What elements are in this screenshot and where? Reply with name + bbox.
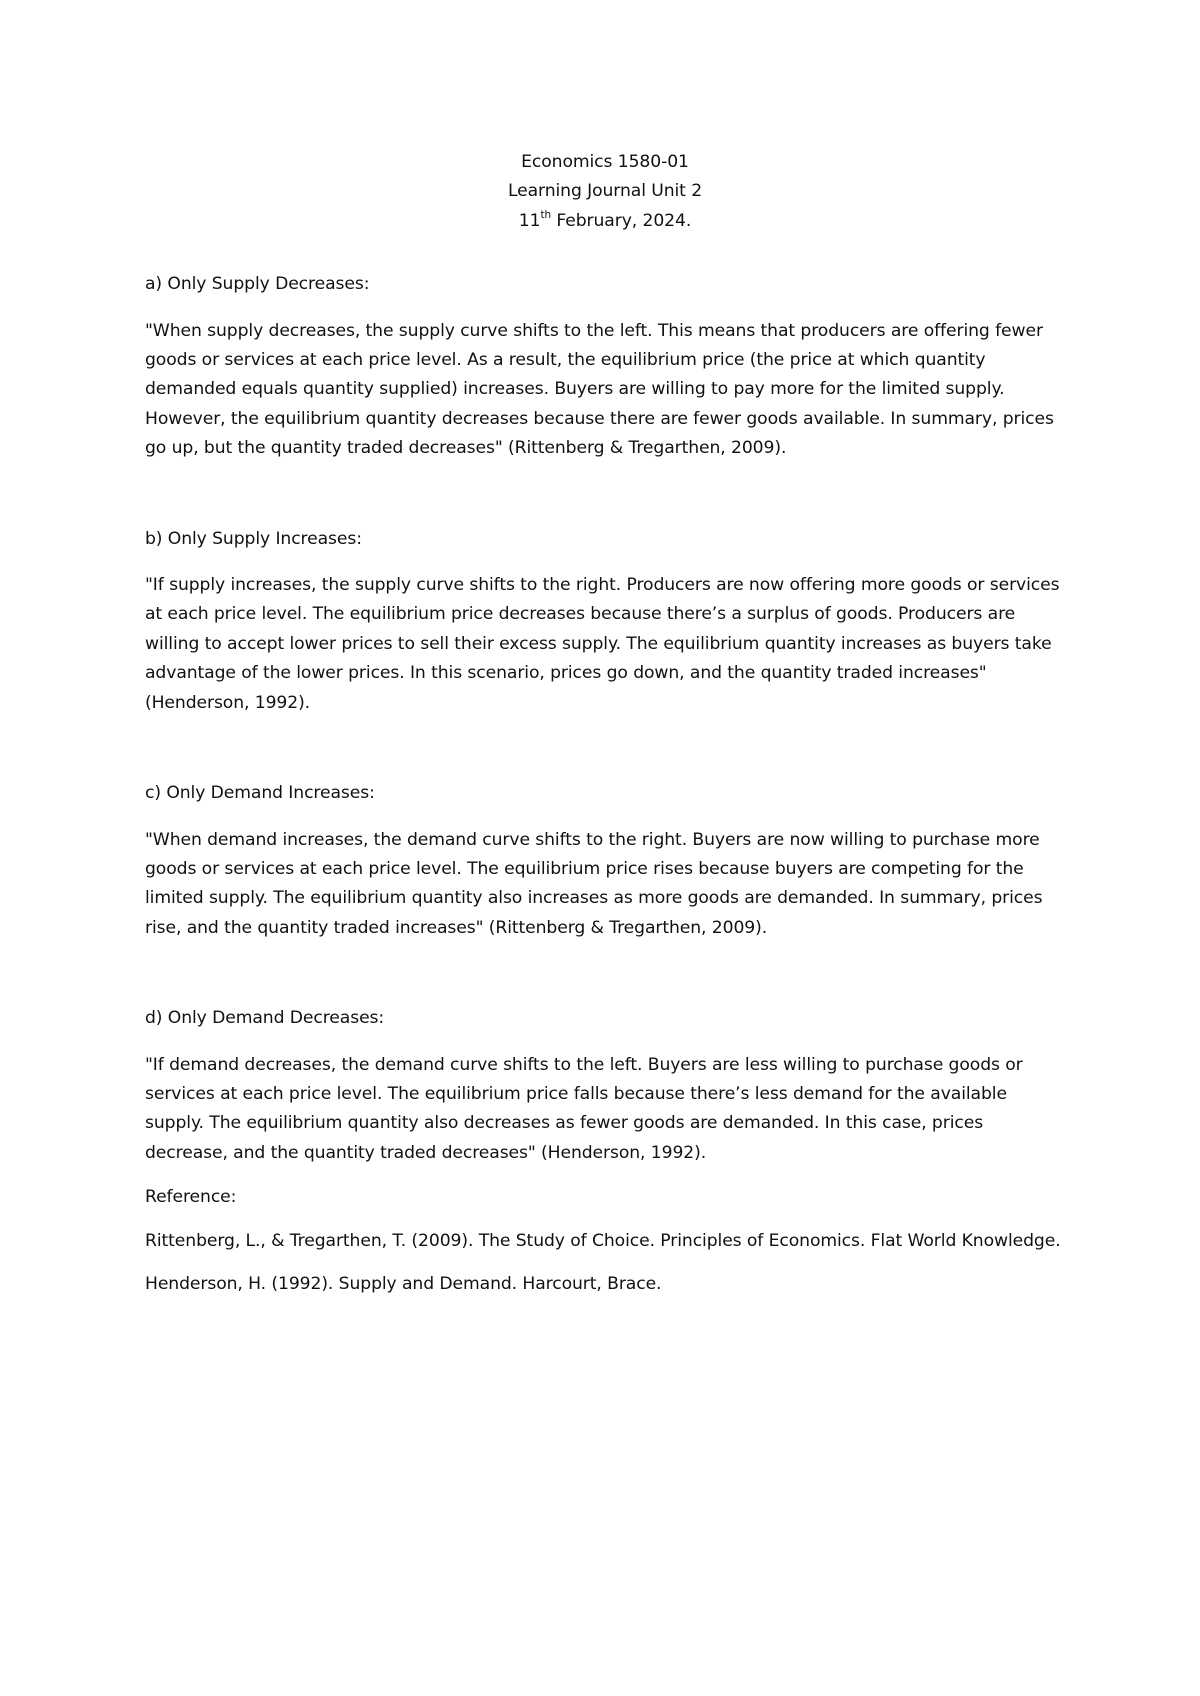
section-spacer bbox=[145, 958, 1065, 1004]
assignment-title: Learning Journal Unit 2 bbox=[507, 181, 703, 202]
references-title: Reference: bbox=[145, 1187, 237, 1208]
document-header bbox=[145, 148, 1065, 236]
section-heading: b) Only Supply Increases: bbox=[145, 528, 362, 549]
section-heading: c) Only Demand Increases: bbox=[145, 783, 375, 804]
section-body: "If demand decreases, the demand curve shifts to the left. Buyers are less willing to purchase goods or services at each price level. The equilibrium price falls because there’s less demand for the available supply. The equilibrium quantity also decreases as fewer goods are demanded. In this case, prices decrease, and the quantity traded decreases" (Henderson, 1992). bbox=[145, 1054, 1023, 1163]
date-day: 11 bbox=[518, 210, 541, 231]
section-demand-decreases bbox=[145, 1004, 1065, 1168]
section-demand-increases bbox=[145, 779, 1065, 943]
course-title: Economics 1580-01 bbox=[521, 152, 689, 172]
section-supply-increases bbox=[145, 525, 1065, 718]
section-body: "When supply decreases, the supply curve shifts to the left. This means that producers are offering fewer goods or services at each price level. As a result, the equilibrium price (the price at which quantity demanded equals quantity supplied) increases. Buyers are willing to pay more for the limited supply. However, the equilibrium quantity decreases because there are fewer goods available. In summary, prices go up, but the quantity traded decreases" (Rittenberg & Tregarthen, 2009). bbox=[145, 320, 1054, 459]
document-date bbox=[145, 207, 1065, 236]
section-heading: a) Only Supply Decreases: bbox=[145, 274, 370, 295]
reference-item: Rittenberg, L., & Tregarthen, T. (2009). The Study of Choice. Principles of Economics. Flat World Knowledge. bbox=[145, 1230, 1061, 1251]
date-rest: February, 2024. bbox=[551, 210, 692, 231]
section-spacer bbox=[145, 733, 1065, 779]
section-supply-decreases bbox=[145, 270, 1065, 463]
document-content bbox=[145, 148, 1065, 1313]
references-section bbox=[145, 1183, 1065, 1299]
reference-item: Henderson, H. (1992). Supply and Demand. Harcourt, Brace. bbox=[145, 1273, 662, 1294]
section-spacer bbox=[145, 479, 1065, 525]
date-suffix: th bbox=[540, 209, 552, 222]
section-body: "If supply increases, the supply curve shifts to the right. Producers are now offering more goods or services at each price level. The equilibrium price decreases because there’s a surplus of goods. Producers are willing to accept lower prices to sell their excess supply. The equilibrium quantity increases as buyers take advantage of the lower prices. In this scenario, prices go down, and the quantity traded increases" (Henderson, 1992). bbox=[145, 575, 1060, 713]
section-heading: d) Only Demand Decreases: bbox=[145, 1008, 385, 1029]
section-body: "When demand increases, the demand curve shifts to the right. Buyers are now willing to purchase more goods or services at each price level. The equilibrium price rises because buyers are competing for the limited supply. The equilibrium quantity also increases as more goods are demanded. In summary, prices rise, and the quantity traded increases" (Rittenberg & Tregarthen, 2009). bbox=[145, 829, 1043, 938]
